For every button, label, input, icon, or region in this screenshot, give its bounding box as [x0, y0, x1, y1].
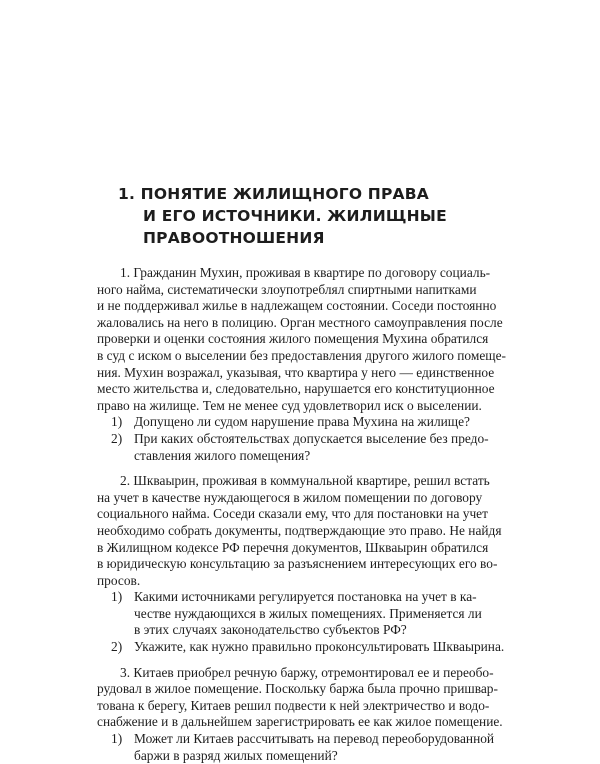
chapter-title-line: И ЕГО ИСТОЧНИКИ. ЖИЛИЩНЫЕ [143, 207, 447, 225]
text-line: рудовал в жилое помещение. Поскольку баржа была прочно пришвар- [97, 681, 498, 697]
chapter-title [118, 183, 518, 249]
text-line: в юридическую консультацию за разъяснением интересующих его во- [97, 556, 498, 572]
chapter-title-line: ПРАВООТНОШЕНИЯ [143, 229, 325, 247]
case-2-question-1 [97, 589, 502, 639]
text-line: место жительства и, следовательно, нарушается его конституционное [97, 381, 495, 397]
text-line: ного найма, систематически злоупотреблял спиртными напитками [97, 281, 477, 297]
case-3-question-1 [97, 731, 502, 764]
text-line: проверки и оценки состояния жилого помещения Мухина обратился [97, 331, 489, 347]
text-line: в суд с иском о выселении без предоставления другого жилого помеще- [97, 347, 507, 363]
text-line: 2. Шкваырин, проживая в коммунальной квартире, решил встать [120, 473, 490, 489]
case-2-paragraph [97, 473, 502, 589]
question-line: честве нуждающихся в жилых помещениях. Применяется ли [134, 605, 482, 621]
question-line: Допущено ли судом нарушение права Мухина на жилище? [134, 414, 470, 430]
text-line: жаловались на него в полицию. Орган местного самоуправления после [97, 314, 503, 330]
text-line: социального найма. Соседи сказали ему, что для постановки на учет [97, 506, 488, 522]
text-line: 1. Гражданин Мухин, проживая в квартире по договору социаль- [120, 265, 491, 280]
question-line: Укажите, как нужно правильно проконсультировать Шкваырина. [134, 639, 505, 655]
question-number: 1) [111, 731, 123, 747]
case-2-question-2 [97, 639, 505, 656]
case-1-question-2 [97, 431, 502, 464]
text-line: 3. Китаев приобрел речную баржу, отремонтировал ее и переобо- [120, 664, 494, 680]
case-1-question-1 [97, 414, 502, 431]
question-number: 1) [111, 414, 123, 430]
text-line: на учет в качестве нуждающегося в жилом помещении по договору [97, 489, 483, 505]
question-line: Какими источниками регулируется постановка на учет в ка- [134, 589, 477, 605]
question-line: в этих случаях законодательство субъектов РФ? [134, 622, 407, 638]
chapter-title-line: 1. ПОНЯТИЕ ЖИЛИЩНОГО ПРАВА [118, 185, 429, 203]
text-line: снабжение и в дальнейшем зарегистрировать ее как жилое помещение. [97, 714, 503, 730]
text-line: право на жилище. Тем не менее суд удовлетворил иск о выселении. [97, 397, 482, 413]
text-line: просов. [97, 572, 141, 588]
text-line: и не поддерживал жилье в надлежащем состоянии. Соседи постоянно [97, 298, 497, 314]
question-line: Может ли Китаев рассчитывать на перевод переоборудованной [134, 731, 495, 747]
text-line: необходимо собрать документы, подтверждающие это право. Не найдя [97, 522, 502, 538]
question-line: баржи в разряд жилых помещений? [134, 747, 338, 763]
question-number: 2) [111, 639, 123, 655]
case-1-paragraph [97, 265, 507, 414]
text-line: тована к берегу, Китаев решил подвести к ней электричество и водо- [97, 697, 490, 713]
paragraph-gap [97, 464, 502, 473]
question-line: ставления жилого помещения? [134, 447, 311, 463]
question-line: При каких обстоятельствах допускается выселение без предо- [134, 430, 489, 446]
question-number: 2) [111, 430, 123, 446]
question-number: 1) [111, 589, 123, 605]
text-line: в Жилищном кодексе РФ перечня документов, Шкваырин обратился [97, 539, 489, 555]
paragraph-gap [97, 656, 502, 665]
case-3-paragraph [97, 665, 502, 731]
text-line: ния. Мухин возражал, указывая, что квартира у него — единственное [97, 364, 495, 380]
body-text [97, 265, 507, 764]
